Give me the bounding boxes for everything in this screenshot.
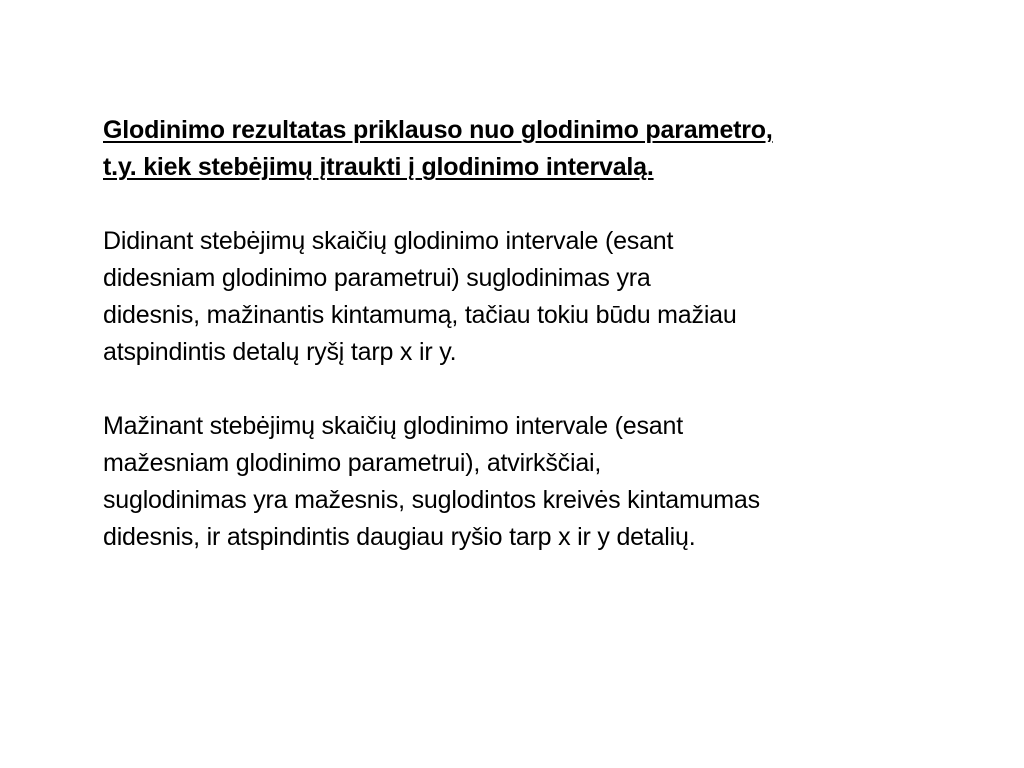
paragraph-line: suglodinimas yra mažesnis, suglodintos kreivės kintamumas <box>103 486 760 514</box>
heading-line: Glodinimo rezultatas priklauso nuo glodinimo parametro, <box>103 116 773 144</box>
paragraph-increasing <box>103 223 963 371</box>
paragraph-line: didesniam glodinimo parametrui) suglodinimas yra <box>103 264 651 292</box>
paragraph-line: didesnis, mažinantis kintamumą, tačiau tokiu būdu mažiau <box>103 301 737 329</box>
slide-content <box>103 112 963 556</box>
paragraph-line: Mažinant stebėjimų skaičių glodinimo intervale (esant <box>103 412 683 440</box>
paragraph-line: didesnis, ir atspindintis daugiau ryšio tarp x ir y detalių. <box>103 523 696 551</box>
paragraph-line: atspindintis detalų ryšį tarp x ir y. <box>103 338 457 366</box>
paragraph-line: Didinant stebėjimų skaičių glodinimo intervale (esant <box>103 227 674 255</box>
paragraph-line: mažesniam glodinimo parametrui), atvirkščiai, <box>103 449 602 477</box>
slide-heading <box>103 112 963 186</box>
heading-line: t.y. kiek stebėjimų įtraukti į glodinimo intervalą. <box>103 153 654 181</box>
paragraph-decreasing <box>103 408 963 556</box>
